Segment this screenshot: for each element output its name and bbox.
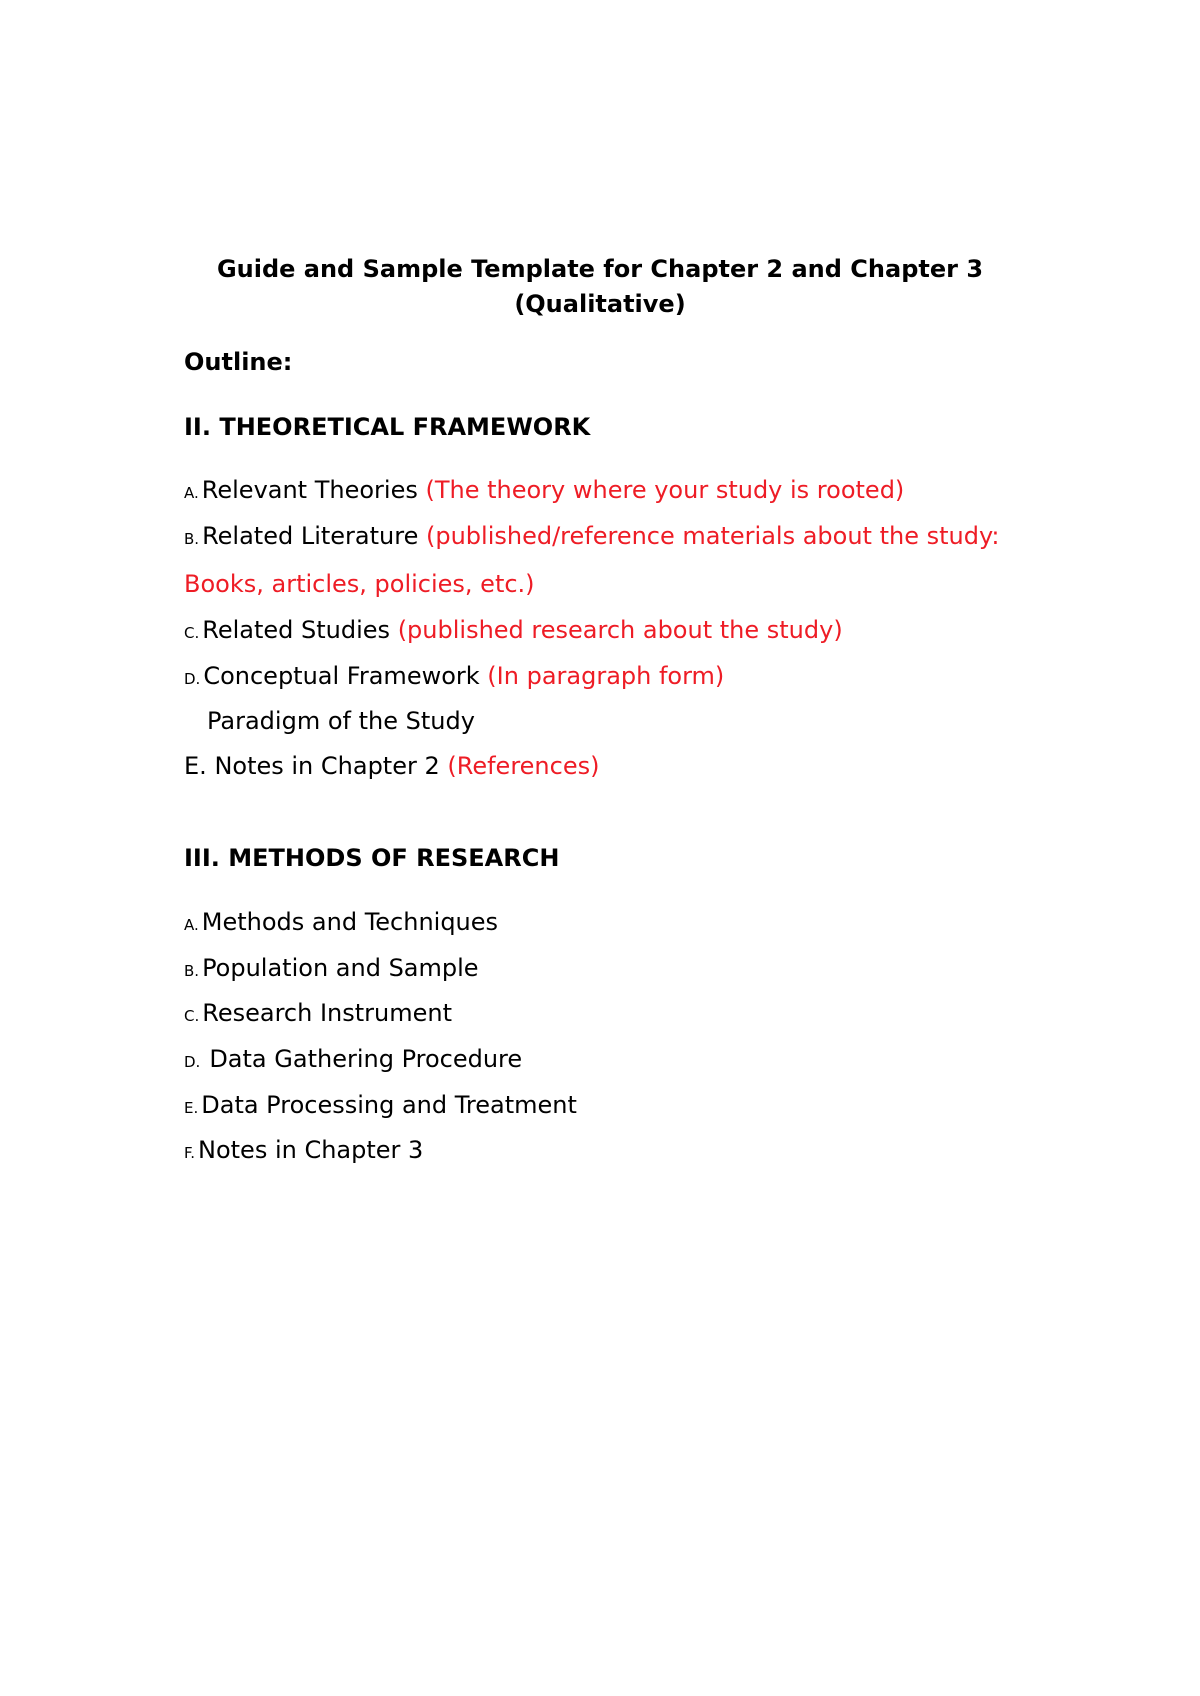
outline-label: Outline:: [184, 348, 293, 376]
section-3-heading: III. METHODS OF RESEARCH: [184, 844, 560, 872]
s2-item-d-sub: Paradigm of the Study: [207, 707, 475, 735]
list-letter: C.: [184, 624, 200, 642]
list-letter: F.: [184, 1144, 195, 1162]
s2-item-b: [184, 521, 1000, 554]
list-letter: C.: [184, 1007, 200, 1025]
list-item-text: Relevant Theories: [201, 476, 426, 504]
list-item-note: (published/reference materials about the study:: [425, 522, 1000, 550]
list-letter: D.: [184, 670, 201, 688]
list-item-note: (published research about the study): [397, 616, 843, 644]
s2-item-b-continuation: Books, articles, policies, etc.): [184, 570, 535, 598]
s3-item-f: [184, 1135, 423, 1168]
list-item-text: Methods and Techniques: [201, 908, 499, 936]
s2-item-e: [184, 751, 599, 781]
document-title: [0, 252, 1200, 322]
s3-item-c: [184, 998, 452, 1031]
list-letter: B.: [184, 530, 200, 548]
list-item-text: Related Literature: [202, 522, 426, 550]
s3-item-b: [184, 953, 479, 986]
s2-item-c: [184, 615, 843, 648]
list-letter: B.: [184, 962, 200, 980]
list-item-text: Notes in Chapter 2: [214, 752, 448, 780]
list-item-text: Research Instrument: [202, 999, 453, 1027]
s3-item-e: [184, 1090, 577, 1123]
list-item-text: Population and Sample: [202, 954, 479, 982]
list-item-text: Notes in Chapter 3: [198, 1136, 424, 1164]
s2-item-d: [184, 661, 724, 694]
list-item-note: (The theory where your study is rooted): [425, 476, 905, 504]
list-item-text: Related Studies: [202, 616, 398, 644]
list-letter: D.: [184, 1053, 201, 1071]
s3-item-d: [184, 1044, 522, 1077]
list-letter: A.: [184, 484, 199, 502]
list-item-text: Data Gathering Procedure: [209, 1045, 523, 1073]
list-letter: A.: [184, 916, 199, 934]
list-letter: E.: [184, 1099, 199, 1117]
title-line-2: (Qualitative): [514, 290, 686, 318]
title-line-1: Guide and Sample Template for Chapter 2 and Chapter 3: [216, 255, 984, 283]
list-item-note: (References): [447, 752, 600, 780]
list-item-text: Data Processing and Treatment: [201, 1091, 577, 1119]
s2-item-a: [184, 475, 904, 508]
list-item-note: (In paragraph form): [487, 662, 725, 690]
list-item-text: Conceptual Framework: [203, 662, 488, 690]
section-2-heading: II. THEORETICAL FRAMEWORK: [184, 413, 591, 441]
s3-item-a: [184, 907, 498, 940]
list-letter: E.: [184, 752, 207, 780]
